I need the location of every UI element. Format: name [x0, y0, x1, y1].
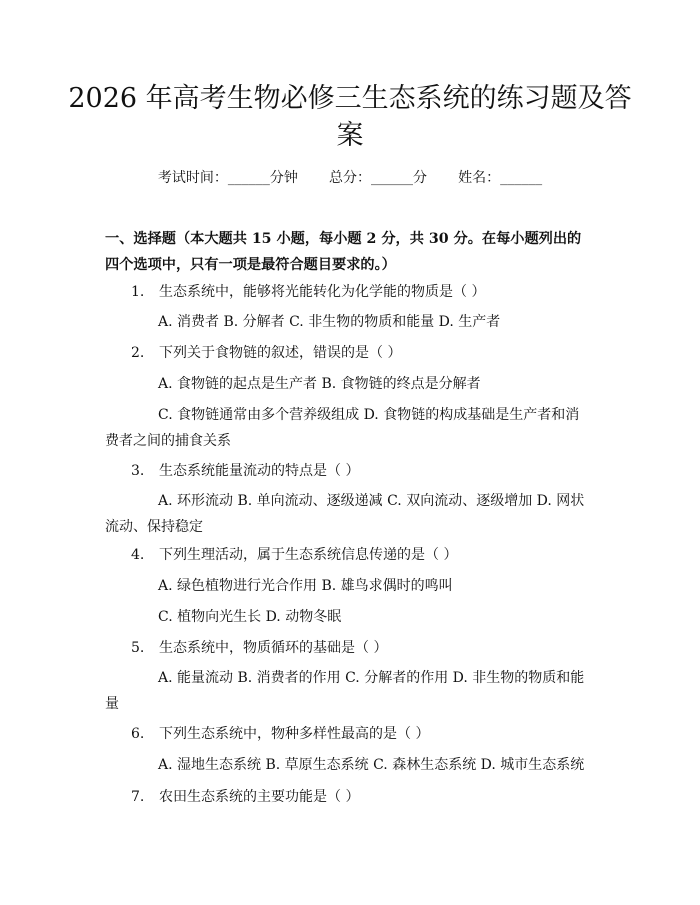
- question-4-options-line-2: C. 植物向光生长 D. 动物冬眠: [158, 609, 342, 625]
- total-score-unit: 分: [413, 170, 427, 186]
- question-text: 下列生态系统中，物种多样性最高的是（ ）: [159, 726, 430, 742]
- page-title: 2026 年高考生物必修三生态系统的练习题及答案: [68, 83, 632, 151]
- question-number: 1.: [131, 284, 145, 300]
- question-text: 生态系统中，物质循环的基础是（ ）: [159, 640, 388, 656]
- question-number: 6.: [131, 726, 145, 742]
- question-1-options: A. 消费者 B. 分解者 C. 非生物的物质和能量 D. 生产者: [158, 314, 501, 330]
- name-label: 姓名：: [458, 170, 501, 186]
- question-number: 7.: [131, 789, 145, 805]
- question-text: 下列关于食物链的叙述，错误的是（ ）: [159, 345, 402, 361]
- question-number: 5.: [131, 640, 145, 656]
- total-score-label: 总分：: [329, 170, 371, 186]
- question-6-options: A. 湿地生态系统 B. 草原生态系统 C. 森林生态系统 D. 城市生态系统: [158, 757, 585, 773]
- question-5-options: A. 能量流动 B. 消费者的作用 C. 分解者的作用 D. 非生物的物质和能量: [105, 670, 585, 712]
- exam-time-blank: ______: [227, 170, 270, 186]
- question-2-options-line-1: A. 食物链的起点是生产者 B. 食物链的终点是分解者: [158, 376, 481, 392]
- total-score-blank: ______: [371, 170, 413, 186]
- question-text: 生态系统能量流动的特点是（ ）: [159, 463, 360, 479]
- question-number: 2.: [131, 345, 145, 361]
- question-number: 3.: [131, 463, 145, 479]
- question-text: 农田生态系统的主要功能是（ ）: [159, 789, 360, 805]
- exam-time-unit: 分钟: [269, 170, 298, 186]
- name-blank: ______: [500, 170, 543, 186]
- section-heading: 一、选择题（本大题共 15 小题，每小题 2 分，共 30 分。在每小题列出的四个选项中，只有一项是最符合题目要求的。）: [105, 231, 582, 273]
- exam-info-line: [0, 168, 700, 188]
- exam-time-label: 考试时间：: [157, 170, 228, 186]
- question-3-options: A. 环形流动 B. 单向流动、逐级递减 C. 双向流动、逐级增加 D. 网状流动、保持稳定: [105, 493, 585, 535]
- question-2-options-line-2: C. 食物链通常由多个营养级组成 D. 食物链的构成基础是生产者和消费者之间的捕食关系: [105, 407, 580, 449]
- question-number: 4.: [131, 547, 145, 563]
- question-4-options-line-1: A. 绿色植物进行光合作用 B. 雄鸟求偶时的鸣叫: [158, 578, 453, 594]
- question-text: 下列生理活动，属于生态系统信息传递的是（ ）: [159, 547, 458, 563]
- question-text: 生态系统中，能够将光能转化为化学能的物质是（ ）: [159, 284, 486, 300]
